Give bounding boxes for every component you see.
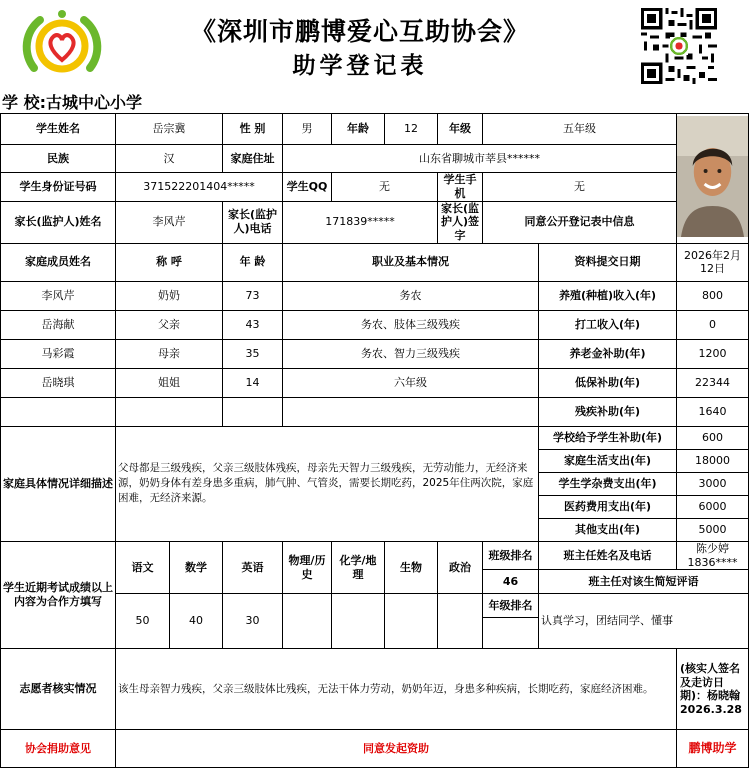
age: 12 bbox=[385, 114, 438, 145]
ethnicity-label: 民族 bbox=[1, 145, 116, 173]
grade-rank-label: 年级排名 bbox=[483, 594, 539, 618]
member-age: 35 bbox=[223, 339, 283, 368]
guardian-name: 李风芹 bbox=[116, 201, 223, 243]
teacher-info: 陈少婷1836**** bbox=[677, 541, 749, 570]
comment-label: 班主任对该生简短评语 bbox=[539, 570, 749, 594]
student-name-label: 学生姓名 bbox=[1, 114, 116, 145]
teacher-comment: 认真学习，团结同学、懂事 bbox=[539, 594, 749, 649]
id-number: 371522201404***** bbox=[116, 173, 283, 202]
student-name: 岳宗冀 bbox=[116, 114, 223, 145]
subject: 化学/地理 bbox=[332, 541, 385, 594]
member-relation: 姐姐 bbox=[116, 368, 223, 397]
income-value: 800 bbox=[677, 281, 749, 310]
registration-form bbox=[0, 113, 749, 768]
subject: 语文 bbox=[116, 541, 170, 594]
consent-text: 同意公开登记表中信息 bbox=[483, 201, 677, 243]
income-value: 22344 bbox=[677, 368, 749, 397]
title-line-2: 助学登记表 bbox=[292, 52, 428, 79]
title-line-1: 《深圳市鹏博爱心互助协会》 bbox=[190, 17, 529, 46]
opinion: 同意发起资助 bbox=[116, 730, 677, 768]
member-relation: 母亲 bbox=[116, 339, 223, 368]
income-value: 1200 bbox=[677, 339, 749, 368]
phone: 无 bbox=[483, 173, 677, 202]
age-col-header: 年 龄 bbox=[223, 243, 283, 281]
qr-code bbox=[641, 8, 717, 84]
score bbox=[283, 594, 332, 649]
address-label: 家庭住址 bbox=[223, 145, 283, 173]
subject: 政治 bbox=[438, 541, 483, 594]
school-name: 学 校:古城中心小学 bbox=[2, 93, 142, 112]
score: 40 bbox=[170, 594, 223, 649]
member-age-empty bbox=[223, 397, 283, 426]
ethnicity: 汉 bbox=[116, 145, 223, 173]
member-job: 务农 bbox=[283, 281, 539, 310]
score bbox=[332, 594, 385, 649]
income-value: 1640 bbox=[677, 397, 749, 426]
guardian-label: 家长(监护人)姓名 bbox=[1, 201, 116, 243]
subject: 生物 bbox=[385, 541, 438, 594]
guardian-sign-label: 家长(监护人)签字 bbox=[438, 201, 483, 243]
income-label: 养老金补助(年) bbox=[539, 339, 677, 368]
guardian-phone: 171839***** bbox=[283, 201, 438, 243]
exam-label: 学生近期考试成绩以上内容为合作方填写 bbox=[1, 541, 116, 649]
student-photo bbox=[677, 114, 749, 244]
id-label: 学生身份证号码 bbox=[1, 173, 116, 202]
address: 山东省聊城市莘县****** bbox=[283, 145, 677, 173]
member-relation-empty bbox=[116, 397, 223, 426]
member-col-header: 家庭成员姓名 bbox=[1, 243, 116, 281]
association-logo bbox=[20, 6, 104, 82]
expense-value: 3000 bbox=[677, 472, 749, 495]
expense-value: 18000 bbox=[677, 449, 749, 472]
member-name-empty bbox=[1, 397, 116, 426]
score bbox=[438, 594, 483, 649]
subject: 英语 bbox=[223, 541, 283, 594]
member-job: 六年级 bbox=[283, 368, 539, 397]
member-name: 岳晓琪 bbox=[1, 368, 116, 397]
relation-col-header: 称 呼 bbox=[116, 243, 223, 281]
grade-label: 年级 bbox=[438, 114, 483, 145]
income-value: 0 bbox=[677, 310, 749, 339]
header bbox=[0, 0, 728, 87]
income-label: 残疾补助(年) bbox=[539, 397, 677, 426]
member-relation: 父亲 bbox=[116, 310, 223, 339]
score bbox=[385, 594, 438, 649]
class-rank: 46 bbox=[483, 570, 539, 594]
income-label: 打工收入(年) bbox=[539, 310, 677, 339]
score: 50 bbox=[116, 594, 170, 649]
income-label: 养殖(种植)收入(年) bbox=[539, 281, 677, 310]
situation-label: 家庭具体情况详细描述 bbox=[1, 426, 116, 541]
verify-label: 志愿者核实情况 bbox=[1, 649, 116, 730]
qq-label: 学生QQ bbox=[283, 173, 332, 202]
verify-text: 该生母亲智力残疾，父亲三级肢体比残疾，无法干体力劳动，奶奶年迈，身患多种疾病，长期吃药，家庭经济困难。 bbox=[116, 649, 677, 730]
date-label: 资料提交日期 bbox=[539, 243, 677, 281]
member-name: 马彩霞 bbox=[1, 339, 116, 368]
phone-label: 学生手机 bbox=[438, 173, 483, 202]
gender-label: 性 别 bbox=[223, 114, 283, 145]
job-col-header: 职业及基本情况 bbox=[283, 243, 539, 281]
class-rank-label: 班级排名 bbox=[483, 541, 539, 570]
member-job-empty bbox=[283, 397, 539, 426]
member-age: 14 bbox=[223, 368, 283, 397]
submit-date: 2026年2月12日 bbox=[677, 243, 749, 281]
member-name: 岳海献 bbox=[1, 310, 116, 339]
expense-label: 学校给予学生补助(年) bbox=[539, 426, 677, 449]
member-age: 73 bbox=[223, 281, 283, 310]
expense-label: 医药费用支出(年) bbox=[539, 495, 677, 518]
score: 30 bbox=[223, 594, 283, 649]
student-photo-image bbox=[677, 116, 748, 237]
grade-rank bbox=[483, 618, 539, 649]
expense-value: 600 bbox=[677, 426, 749, 449]
subject: 数学 bbox=[170, 541, 223, 594]
verify-sign: (核实人签名及走访日期)：杨晓翰 2026.3.28 bbox=[677, 649, 749, 730]
expense-label: 家庭生活支出(年) bbox=[539, 449, 677, 472]
member-relation: 奶奶 bbox=[116, 281, 223, 310]
guardian-phone-label: 家长(监护人)电话 bbox=[223, 201, 283, 243]
expense-label: 其他支出(年) bbox=[539, 518, 677, 541]
expense-label: 学生学杂费支出(年) bbox=[539, 472, 677, 495]
qq: 无 bbox=[332, 173, 438, 202]
member-name: 李风芹 bbox=[1, 281, 116, 310]
grade: 五年级 bbox=[483, 114, 677, 145]
situation-text: 父母都是三级残疾，父亲三级肢体残疾，母亲先天智力三级残疾，无劳动能力，无经济来源，奶奶身体有差身患多重病，肺气肿、气管炎，需要长期吃药，2025年住两次院，家庭困难，无经济来源。 bbox=[116, 426, 539, 541]
member-age: 43 bbox=[223, 310, 283, 339]
opinion-label: 协会捐助意见 bbox=[1, 730, 116, 768]
income-label: 低保补助(年) bbox=[539, 368, 677, 397]
teacher-label: 班主任姓名及电话 bbox=[539, 541, 677, 570]
expense-value: 6000 bbox=[677, 495, 749, 518]
age-label: 年龄 bbox=[332, 114, 385, 145]
gender: 男 bbox=[283, 114, 332, 145]
expense-value: 5000 bbox=[677, 518, 749, 541]
member-job: 务农、智力三级残疾 bbox=[283, 339, 539, 368]
subject: 物理/历史 bbox=[283, 541, 332, 594]
brand-text: 鹏博助学 bbox=[677, 730, 749, 768]
member-job: 务农、肢体三级残疾 bbox=[283, 310, 539, 339]
